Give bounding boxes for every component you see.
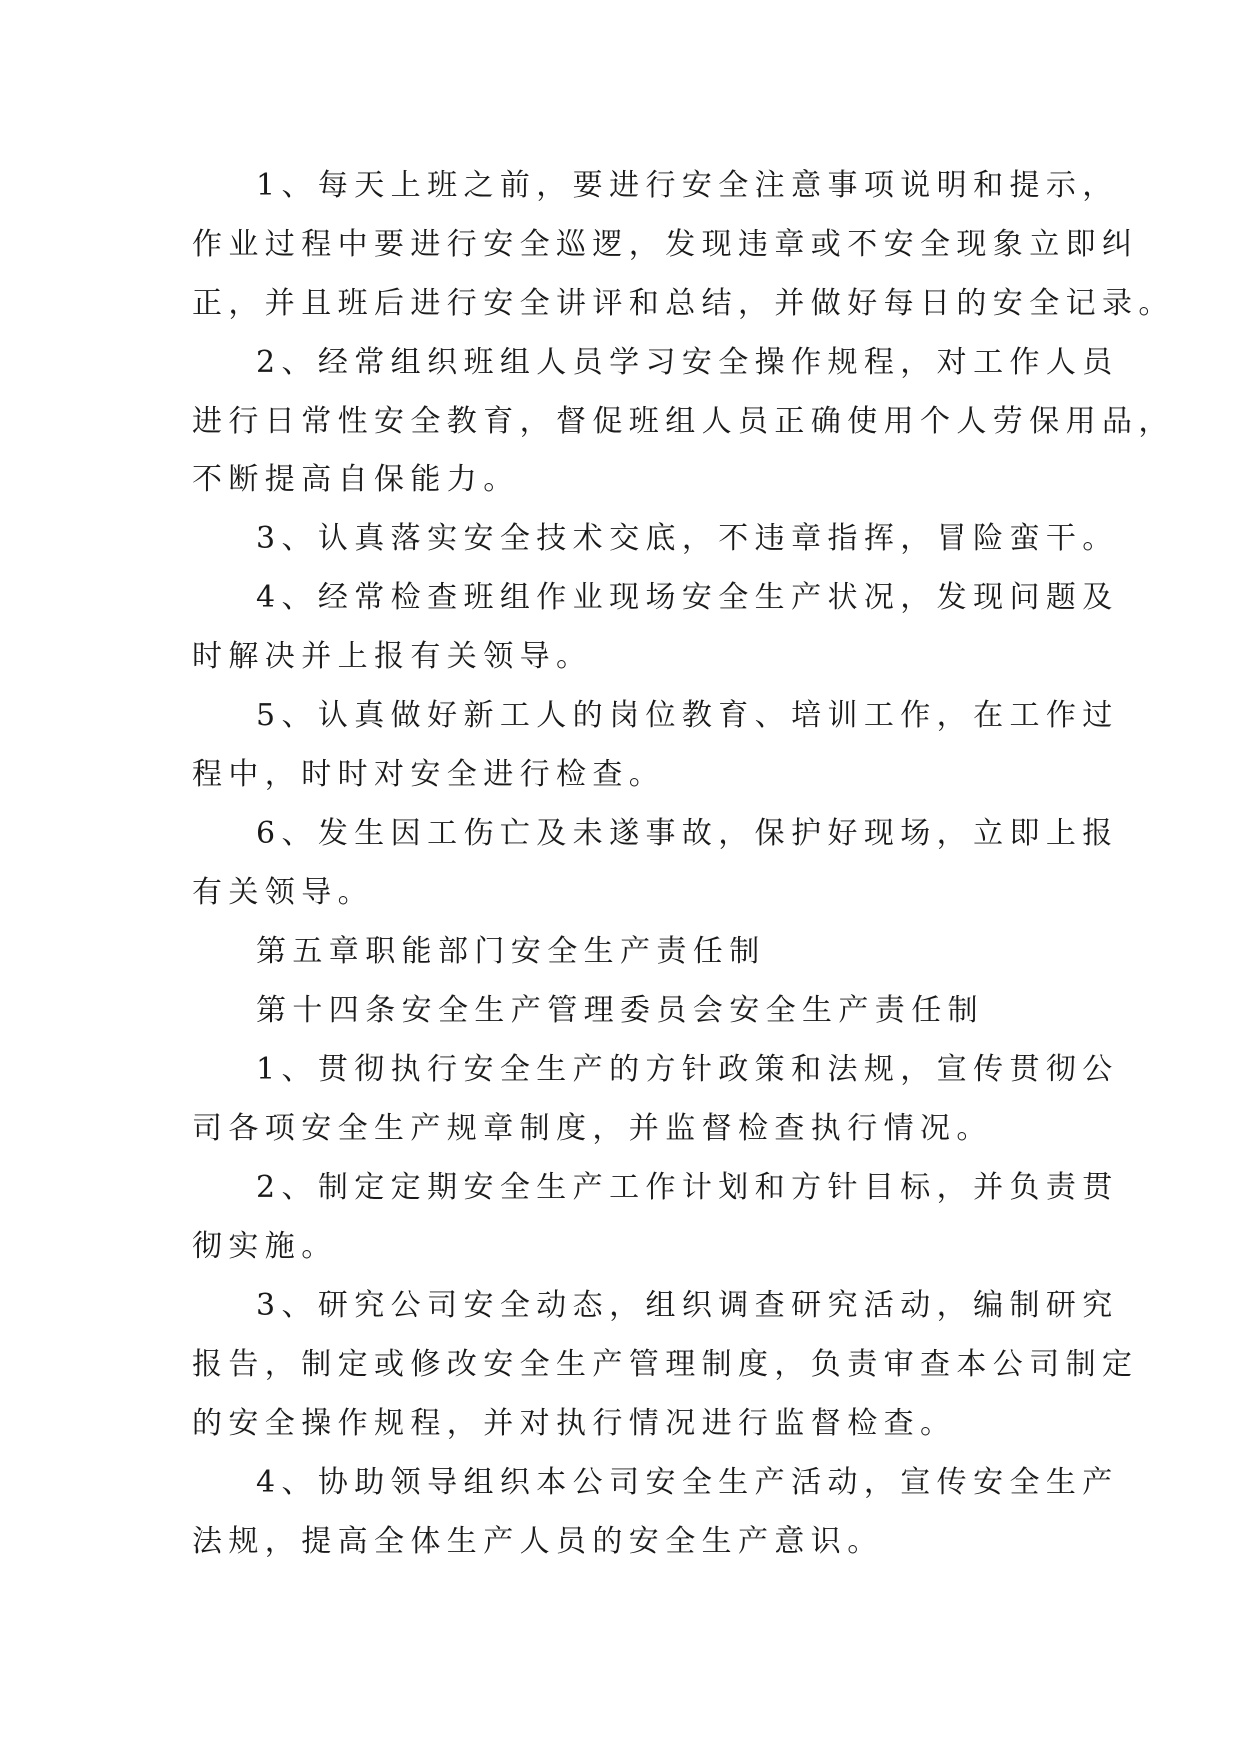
text-line: 2、制定定期安全生产工作计划和方针目标，并负责贯 bbox=[256, 1170, 1119, 1205]
text-line: 作业过程中要进行安全巡逻，发现违章或不安全现象立即纠 bbox=[192, 227, 1139, 262]
text-line: 3、认真落实安全技术交底，不违章指挥，冒险蛮干。 bbox=[256, 521, 1119, 556]
article-heading: 第十四条安全生产管理委员会安全生产责任制 bbox=[256, 993, 984, 1028]
text-line: 有关领导。 bbox=[192, 875, 374, 910]
chapter-heading: 第五章职能部门安全生产责任制 bbox=[256, 934, 766, 969]
text-line: 法规，提高全体生产人员的安全生产意识。 bbox=[192, 1524, 884, 1559]
text-line: 1、贯彻执行安全生产的方针政策和法规，宣传贯彻公 bbox=[256, 1052, 1119, 1087]
text-line: 3、研究公司安全动态，组织调查研究活动，编制研究 bbox=[256, 1288, 1119, 1323]
text-line: 4、经常检查班组作业现场安全生产状况，发现问题及 bbox=[256, 580, 1119, 615]
text-line: 4、协助领导组织本公司安全生产活动，宣传安全生产 bbox=[256, 1465, 1119, 1500]
text-line: 报告，制定或修改安全生产管理制度，负责审查本公司制定 bbox=[192, 1347, 1139, 1382]
text-line: 1、每天上班之前，要进行安全注意事项说明和提示， bbox=[256, 168, 1119, 203]
text-line: 6、发生因工伤亡及未遂事故，保护好现场，立即上报 bbox=[256, 816, 1119, 851]
text-line: 司各项安全生产规章制度，并监督检查执行情况。 bbox=[192, 1111, 993, 1146]
text-line: 5、认真做好新工人的岗位教育、培训工作，在工作过 bbox=[256, 698, 1119, 733]
text-line: 2、经常组织班组人员学习安全操作规程，对工作人员 bbox=[256, 345, 1119, 380]
text-line: 的安全操作规程，并对执行情况进行监督检查。 bbox=[192, 1406, 957, 1441]
text-line: 时解决并上报有关领导。 bbox=[192, 639, 593, 674]
text-line: 正，并且班后进行安全讲评和总结，并做好每日的安全记录。 bbox=[192, 286, 1175, 321]
text-line: 程中，时时对安全进行检查。 bbox=[192, 757, 666, 792]
text-line: 进行日常性安全教育，督促班组人员正确使用个人劳保用品， bbox=[192, 404, 1175, 439]
text-line: 彻实施。 bbox=[192, 1229, 338, 1264]
text-line: 不断提高自保能力。 bbox=[192, 462, 520, 497]
